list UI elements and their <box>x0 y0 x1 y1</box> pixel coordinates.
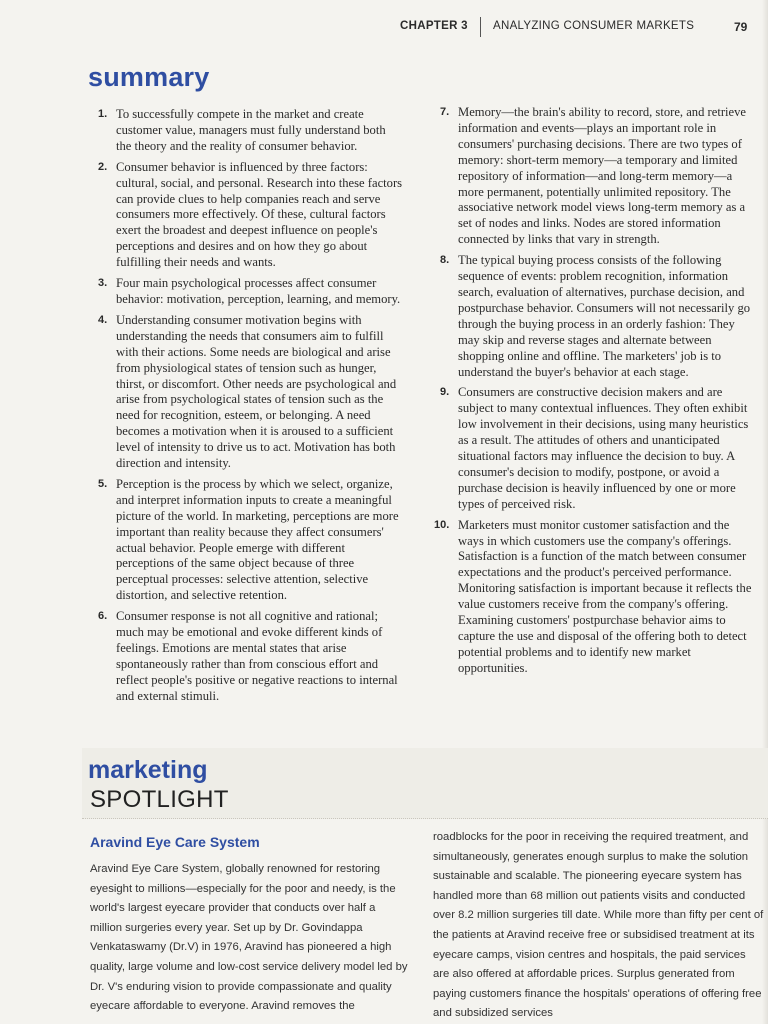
summary-item <box>434 517 752 677</box>
item-number: 8. <box>440 254 450 267</box>
summary-item <box>98 160 404 271</box>
item-text: Consumers are constructive decision makers and are subject to many contextual influences. They often exhibit low involvement in their decisions, using many heuristics as a result. The attitudes of others and unanticipated situational factors may influence the decision to buy. A consumer's decision to modify, postpone, or avoid a purchase decision is heavily influenced by one or more types of perceived risk. <box>458 385 749 511</box>
summary-column-right <box>434 105 752 682</box>
item-number: 9. <box>440 386 450 399</box>
spotlight-label-marketing: marketing <box>88 756 208 784</box>
summary-item <box>98 477 404 604</box>
item-number: 3. <box>98 277 108 290</box>
item-number: 4. <box>98 313 108 326</box>
chapter-title: ANALYZING CONSUMER MARKETS <box>493 20 695 32</box>
item-text: Four main psychological processes affect consumer behavior: motivation, perception, learning, and memory. <box>116 276 401 306</box>
chapter-label: CHAPTER 3 <box>400 20 468 32</box>
item-number: 1. <box>98 108 108 120</box>
spotlight-label-spotlight: SPOTLIGHT <box>90 786 229 813</box>
item-text: Consumer behavior is influenced by three factors: cultural, social, and personal. Research into these factors can provide clues to help companies reach and serve consumers more effectively. Of these, cultural factors exert the broadest and deepest influence on people's perceptions and desires and on how they go about fulfilling their needs and wants. <box>116 159 403 270</box>
summary-item <box>98 107 404 155</box>
summary-item <box>98 276 404 308</box>
item-number: 7. <box>440 106 450 118</box>
item-text: Consumer response is not all cognitive and rational; much may be emotional and evoke different kinds of feelings. Emotions are mental states that arise spontaneously rather than from conscious effort and reflect people's positive or negative reactions to internal and external stimuli. <box>116 609 398 703</box>
summary-item <box>98 609 404 704</box>
item-text: Marketers must monitor customer satisfaction and the ways in which customers use the company's offerings. Satisfaction is a function of the match between consumer expectations and the product's perceived performance. Monitoring satisfaction is important because it reflects the value customers receive from the company's offering. Examining customers' postpurchase behavior aims to capture the use and disposal of the offering both to detect potential problems and to identify new market opportunities. <box>458 517 752 675</box>
case-title: Aravind Eye Care System <box>90 834 260 850</box>
summary-heading: summary <box>88 62 210 92</box>
case-text-left: Aravind Eye Care System, globally renowned for restoring eyesight to millions—especially for the poor and needy, is the world's largest eyecare provider that conducts over half a million surgeries every year. Set up by Dr. Govindappa Venkataswamy (Dr.V) in 1976, Aravind has pioneered a high quality, large volume and low-cost service delivery model led by Dr. V's enduring vision to provide compassionate and quality eyecare affordable to everyone. Aravind removes the <box>90 863 408 1013</box>
summary-item <box>98 313 404 472</box>
page-number: 79 <box>734 20 748 34</box>
item-text: Memory—the brain's ability to record, store, and retrieve information and events—plays an important role in consumers' purchasing decisions. There are two types of memory: short-term memory—a temporary and limited repository of information—and long-term memory—a more permanent, potentially unlimited repository. The associative network model views long-term memory as a set of nodes and links. Nodes are stored information connected by links that vary in strength. <box>458 105 746 247</box>
item-text: Understanding consumer motivation begins with understanding the needs that consumers aim to fulfill with their actions. Some needs are biological and arise from physiological states of tension such as hunger, thirst, or discomfort. Other needs are psychological and arise from psychological states of tension such as the need for recognition, esteem, or belonging. A need becomes a motivation when it is aroused to a sufficient level of intensity to drive us to act. Motivation has both direction and intensity. <box>116 312 397 471</box>
summary-column-left <box>98 107 404 710</box>
item-number: 2. <box>98 160 108 173</box>
summary-item <box>440 253 752 380</box>
header-divider <box>480 17 481 37</box>
case-text-right: roadblocks for the poor in receiving the required treatment, and simultaneously, generates enough surplus to make the solution sustainable and scalable. The pioneering eyecare system has handled more than 68 million out patients visits and conducted over 8.2 million surgeries till date. While more than fifty per cent of the patients at Aravind receive free or subsidised treatment at its eyecare camps, vision centres and hospitals, the paid services are also offered at affordable prices. Surplus generated from paying customers finance the hospitals' operations of offering free and subsidized services <box>433 831 764 1020</box>
item-number: 5. <box>98 477 108 490</box>
item-text: To successfully compete in the market and create customer value, managers must fully understand both the theory and the reality of consumer behavior. <box>116 107 386 153</box>
item-number: 6. <box>98 610 108 623</box>
summary-item <box>440 385 752 512</box>
item-number: 10. <box>434 518 450 531</box>
item-text: The typical buying process consists of the following sequence of events: problem recognition, information search, evaluation of alternatives, purchase decision, and postpurchase behavior. Consumers will not necessarily go through the buying process in an orderly fashion: They may skip and reverse stages and alternate between shopping online and offline. The marketers' job is to understand the buyer's behavior at each stage. <box>458 253 751 379</box>
running-head <box>398 17 758 39</box>
item-text: Perception is the process by which we select, organize, and interpret information inputs to create a meaningful picture of the world. In marketing, perceptions are more important than reality because they affect consumers' actual behavior. People emerge with different perceptions of the same object because of three perceptual processes: selective attention, selective distortion, and selective retention. <box>116 476 399 603</box>
summary-item <box>440 105 752 248</box>
